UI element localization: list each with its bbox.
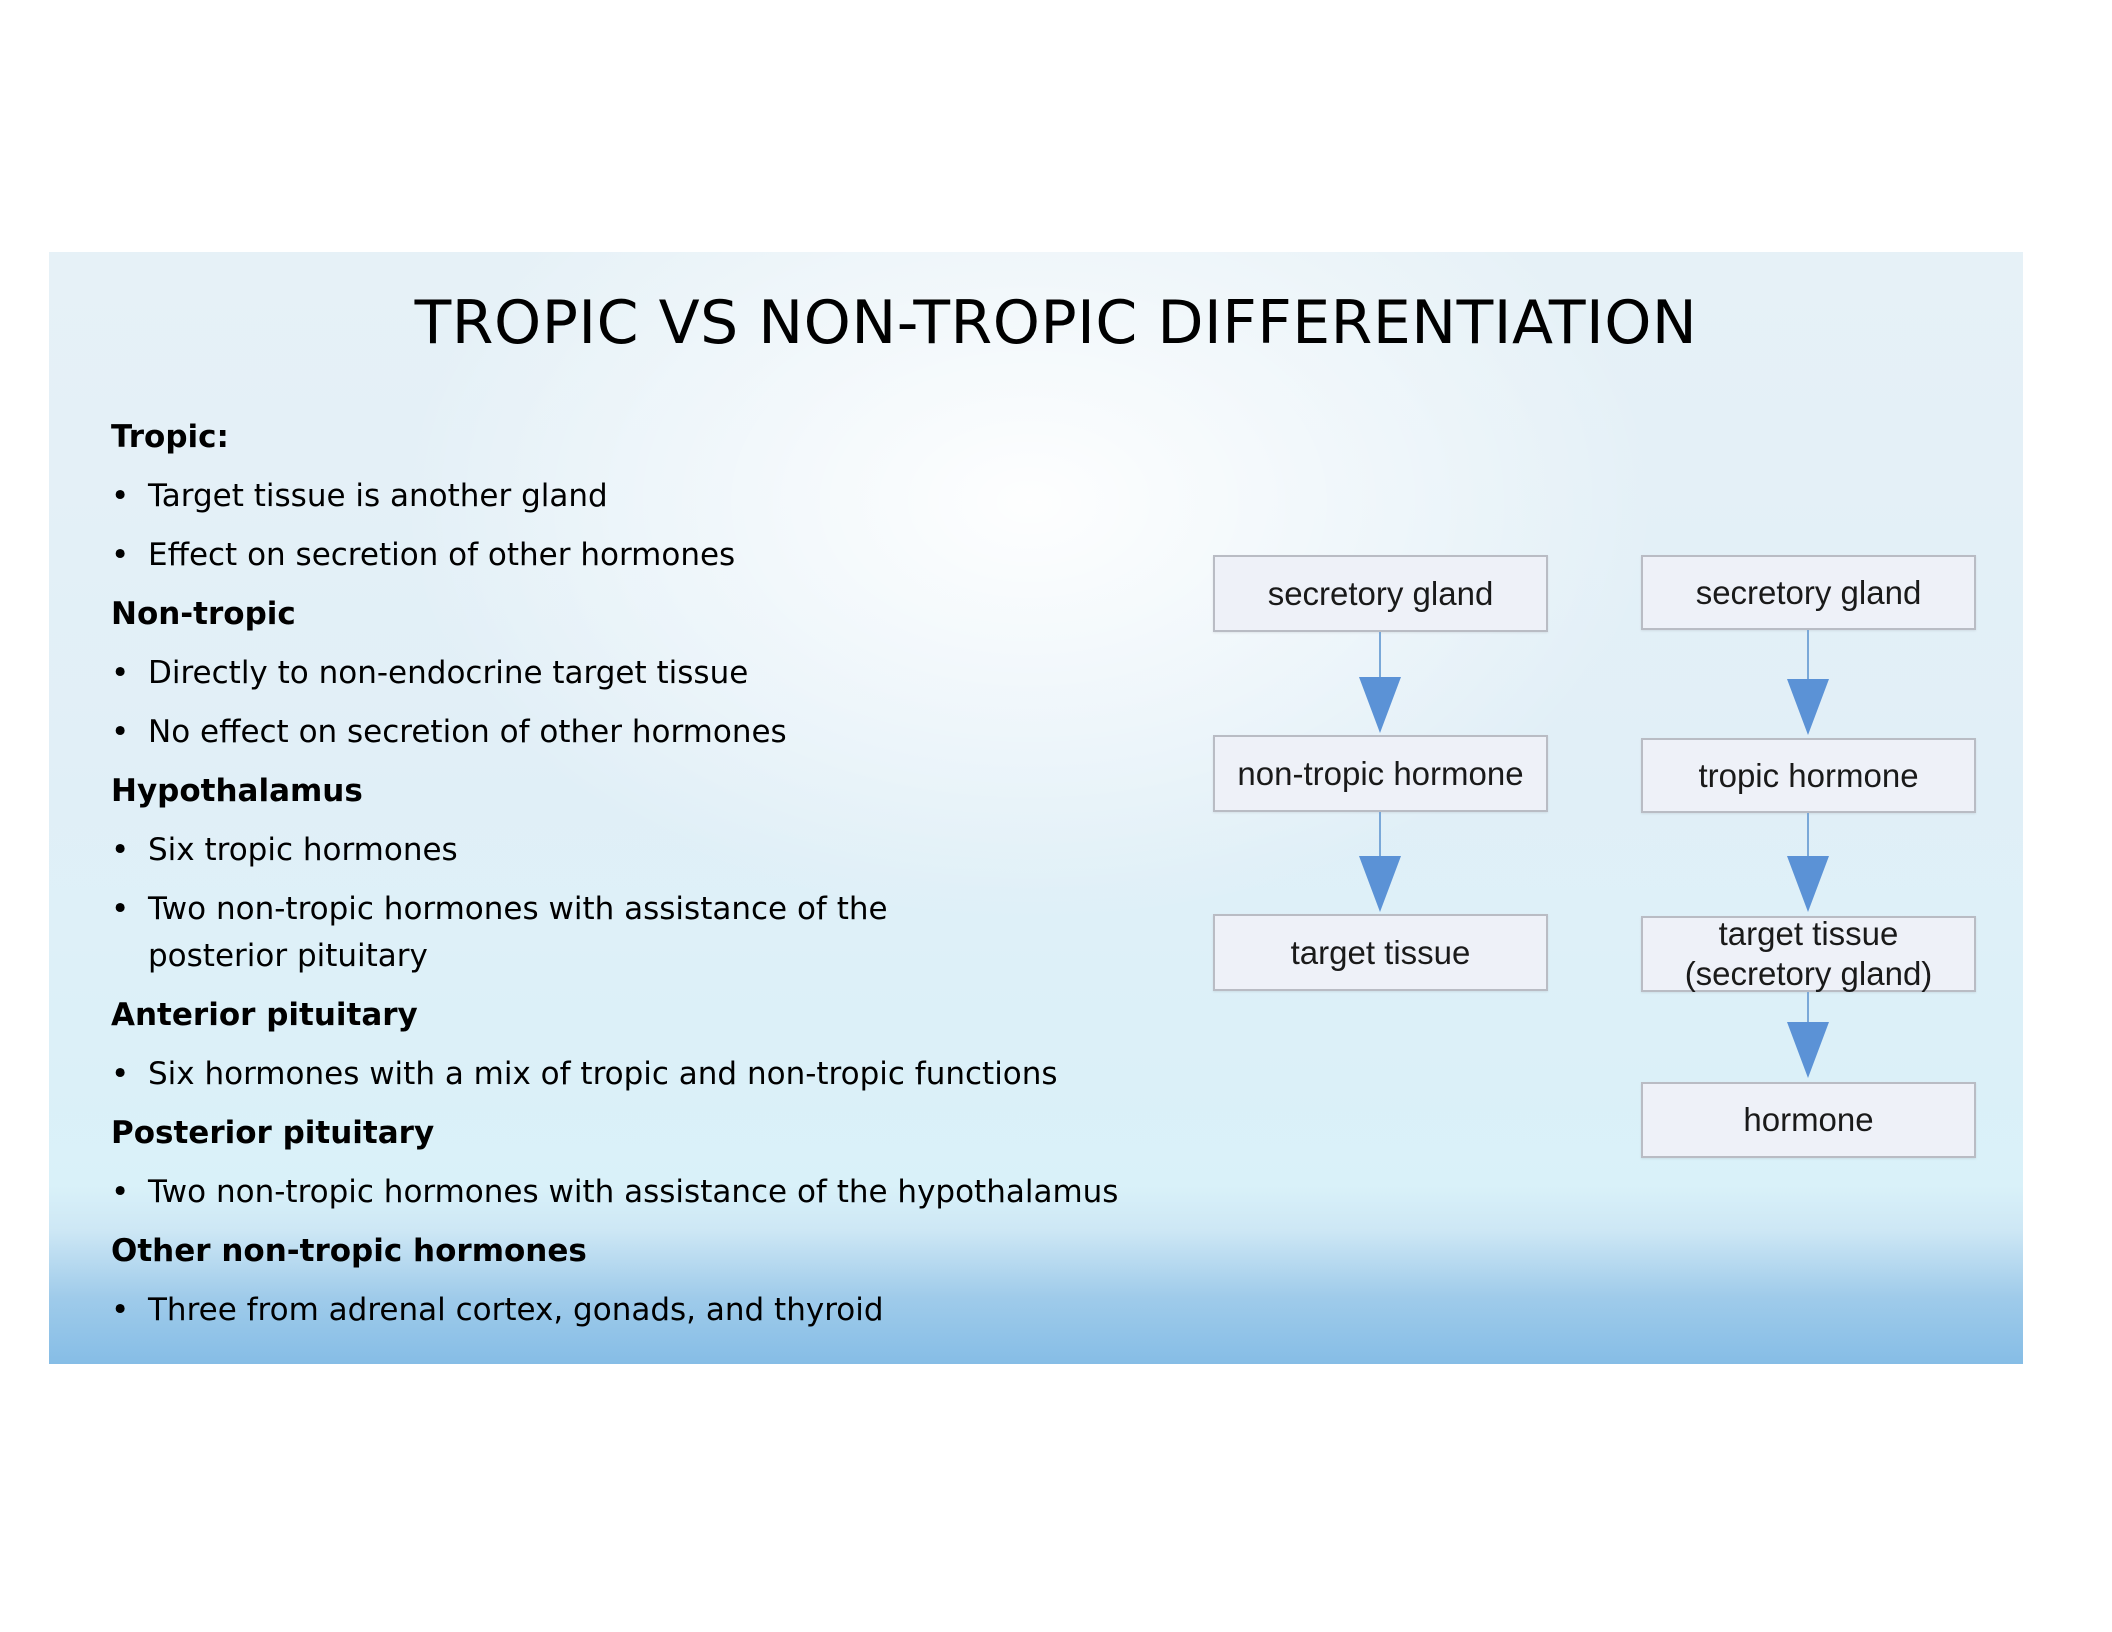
flow-connector <box>1379 812 1381 862</box>
bullet-dot: • <box>111 1174 130 1210</box>
section-heading-non-tropic: Non-tropic <box>111 596 296 632</box>
non-tropic-flow-box-secretory-gland: secretory gland <box>1213 555 1548 632</box>
section-heading-hypothalamus: Hypothalamus <box>111 773 363 809</box>
tropic-flow-box-tropic-hormone: tropic hormone <box>1641 738 1976 813</box>
down-arrow-icon <box>1359 677 1401 733</box>
down-arrow-icon <box>1787 679 1829 735</box>
bullet-text: Two non-tropic hormones with assistance of the posterior pituitary <box>148 891 888 974</box>
bullet-text: Two non-tropic hormones with assistance of the hypothalamus <box>148 1174 1119 1210</box>
bullet-text: Effect on secretion of other hormones <box>148 537 736 573</box>
flow-connector <box>1807 992 1809 1026</box>
bullet-dot: • <box>111 832 130 868</box>
bullet-dot: • <box>111 537 130 573</box>
bullet-dot: • <box>111 1292 130 1328</box>
box-line: target tissue <box>1718 915 1899 952</box>
bullet-dot: • <box>111 1056 130 1092</box>
bullet-text: Three from adrenal cortex, gonads, and thyroid <box>148 1292 884 1328</box>
down-arrow-icon <box>1359 856 1401 912</box>
box-line: (secretory gland) <box>1684 955 1933 992</box>
section-heading-posterior-pituitary: Posterior pituitary <box>111 1115 435 1151</box>
section-heading-tropic: Tropic: <box>111 419 229 455</box>
hormone-flow-diagram <box>49 252 2023 1364</box>
down-arrow-icon <box>1787 1022 1829 1078</box>
bullet-text: Directly to non-endocrine target tissue <box>148 655 749 691</box>
tropic-flow-box-secretory-gland: secretory gland <box>1641 555 1976 630</box>
section-heading-other-non-tropic: Other non-tropic hormones <box>111 1233 587 1269</box>
bullet-dot: • <box>111 891 130 927</box>
slide-title: TROPIC VS NON-TROPIC DIFFERENTIATION <box>414 288 1698 358</box>
section-heading-anterior-pituitary: Anterior pituitary <box>111 997 418 1033</box>
bullet-text: Six hormones with a mix of tropic and non-tropic functions <box>148 1056 1058 1092</box>
flow-connector <box>1807 630 1809 684</box>
bullet-dot: • <box>111 478 130 514</box>
down-arrow-icon <box>1787 856 1829 912</box>
bullet-text: No effect on secretion of other hormones <box>148 714 787 750</box>
non-tropic-flow-box-target-tissue: target tissue <box>1213 914 1548 991</box>
bullet-dot: • <box>111 655 130 691</box>
tropic-flow-box-target-tissue <box>1641 916 1976 992</box>
bullet-text: Six tropic hormones <box>148 832 458 868</box>
bullet-dot: • <box>111 714 130 750</box>
bullet-text: Target tissue is another gland <box>148 478 608 514</box>
slide <box>49 252 2023 1364</box>
non-tropic-flow-box-hormone: non-tropic hormone <box>1213 735 1548 812</box>
tropic-flow-box-hormone: hormone <box>1641 1082 1976 1158</box>
